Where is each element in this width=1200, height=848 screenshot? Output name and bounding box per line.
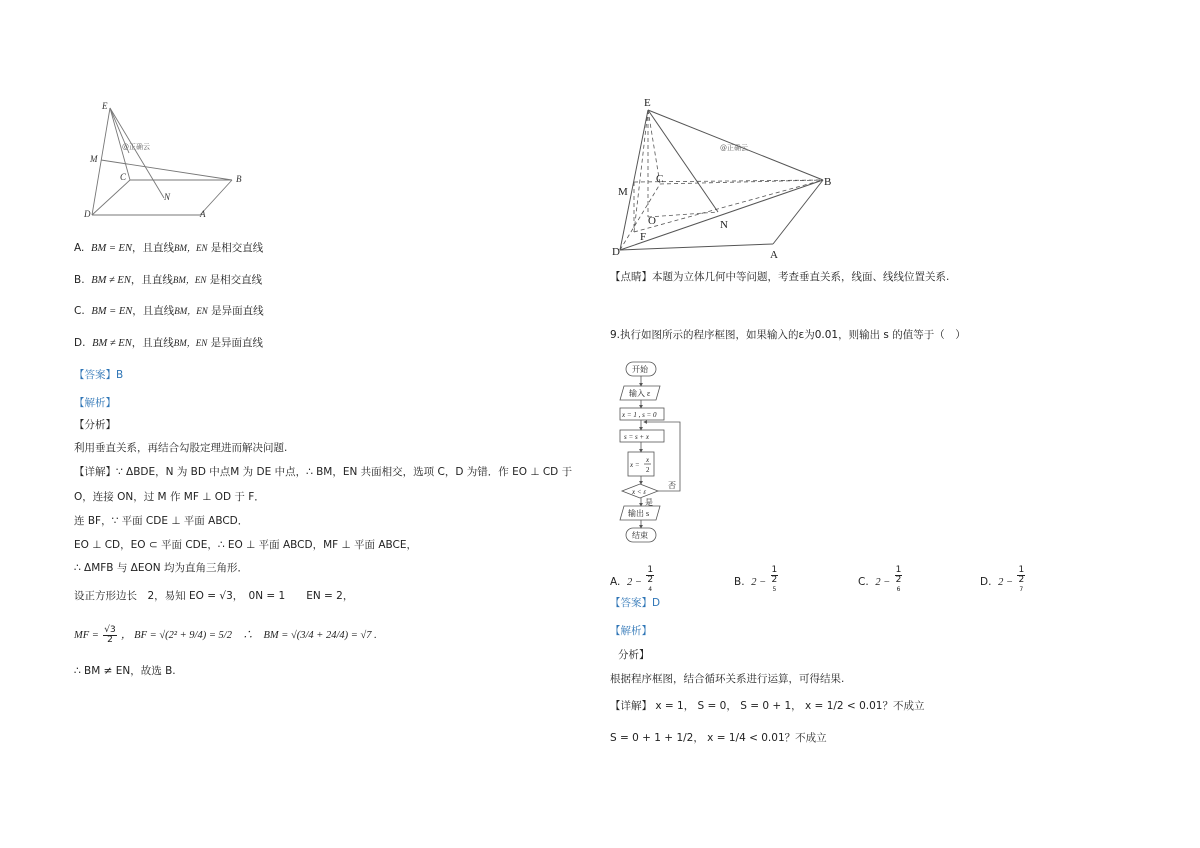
label-N: N: [164, 192, 171, 202]
rlabel-E: E: [644, 97, 651, 109]
fc-cond: x < ε: [632, 488, 647, 496]
choice-c: C. 2 − 1 2 $^6$: [858, 565, 902, 593]
left-detail-line6: 设正方形边长 2，易知 EO = √3， 0N = 1 EN = 2，: [74, 590, 354, 602]
rlabel-C: C: [656, 173, 664, 185]
fc-init: x = 1 , s = 0: [622, 411, 657, 419]
left-geometry-figure: [82, 98, 262, 223]
dianjing-text: 【点睛】本题为立体几何中等问题，考查垂直关系，线面、线线位置关系.: [610, 271, 950, 283]
right-jiexi-heading: 【解析】: [610, 625, 652, 637]
rlabel-N: N: [720, 219, 728, 231]
label-B: B: [236, 174, 242, 184]
label-A: A: [200, 209, 206, 219]
right-fenxi-text: 根据程序框图，结合循环关系进行运算，可得结果.: [610, 673, 845, 685]
fc-update-x-lhs: x =: [630, 461, 640, 469]
right-detail1: 【详解】 x = 1， S = 0， S = 0 + 1， x = 1/2 < 0.01？不成立: [610, 700, 925, 712]
fc-update-x-den: 2: [646, 466, 650, 474]
fc-input: 输入 ε: [629, 389, 651, 398]
left-detail-line4: EO ⊥ CD，EO ⊂ 平面 CDE，∴ EO ⊥ 平面 ABCD，MF ⊥ 平面 ABCE，: [74, 539, 418, 551]
left-detail-line1: 【详解】∵ ΔBDE，N 为 BD 中点M 为 DE 中点，∴ BM，EN 共面相交，选项 C，D 为错．作 EO ⊥ CD 于: [74, 466, 573, 478]
fc-yes: 是: [645, 498, 653, 507]
left-jiexi-heading: 【解析】: [74, 397, 116, 409]
rwatermark-text: @正确云: [720, 144, 748, 152]
left-detail-line2: O，连接 ON，过 M 作 MF ⊥ OD 于 F．: [74, 491, 265, 503]
rlabel-D: D: [612, 246, 620, 258]
flowchart: [608, 356, 698, 548]
label-M: M: [90, 154, 98, 164]
rlabel-A: A: [770, 249, 778, 260]
right-answer: 【答案】D: [610, 597, 661, 609]
rlabel-O: O: [648, 215, 656, 227]
fc-update-s: s = s + x: [624, 433, 650, 441]
left-fenxi-text: 利用垂直关系，再结合勾股定理进而解决问题.: [74, 442, 288, 454]
left-formula-line: MF = $\frac{√3}{2}$ ， BF = √(2² + 9/4) = 5/2 ∴ BM = √(3/4 + 24/4) = √7 .: [74, 624, 377, 645]
watermark-text: @正确云: [122, 143, 150, 151]
label-C: C: [120, 172, 127, 182]
fc-no: 否: [668, 481, 676, 490]
mf-fraction: $\frac{√3}{2}$: [104, 624, 116, 645]
option-a: A. BM = EN，且直线BM，EN 是相交直线: [74, 242, 264, 254]
fc-start: 开始: [632, 365, 648, 374]
left-detail-line5: ∴ ΔMFB 与 ΔEON 均为直角三角形．: [74, 562, 248, 574]
choice-d: D. 2 − 1 2 $^7$: [980, 565, 1025, 593]
left-conclusion: ∴ BM ≠ EN，故选 B.: [74, 665, 176, 677]
left-detail-line3: 连 BF，∵ 平面 CDE ⊥ 平面 ABCD．: [74, 515, 249, 527]
option-c: C. BM = EN，且直线BM，EN 是异面直线: [74, 305, 264, 317]
right-geometry-figure: [608, 92, 838, 260]
right-detail2: S = 0 + 1 + 1/2， x = 1/4 < 0.01？不成立: [610, 732, 827, 744]
label-D: D: [84, 209, 91, 219]
left-answer: 【答案】B: [74, 369, 124, 381]
left-fenxi-heading: 【分析】: [74, 419, 116, 431]
fc-update-x-num: x: [646, 456, 650, 464]
fc-output: 输出 s: [628, 509, 650, 518]
choice-a: A. 2 − 1 2 $^4$: [610, 565, 654, 593]
question-9: 9.执行如图所示的程序框图，如果输入的ε为0.01，则输出 s 的值等于（ ）: [610, 329, 966, 341]
rlabel-F: F: [640, 231, 647, 243]
fc-end: 结束: [632, 531, 648, 540]
rlabel-M: M: [618, 186, 628, 198]
choice-b: B. 2 − 1 2 $^5$: [734, 565, 778, 593]
option-d: D. BM ≠ EN，且直线BM，EN 是异面直线: [74, 337, 264, 349]
rlabel-B: B: [824, 176, 832, 188]
right-fenxi-heading: 分析】: [618, 649, 650, 661]
option-b: B. BM ≠ EN，且直线BM，EN 是相交直线: [74, 274, 263, 286]
label-E: E: [102, 101, 108, 111]
